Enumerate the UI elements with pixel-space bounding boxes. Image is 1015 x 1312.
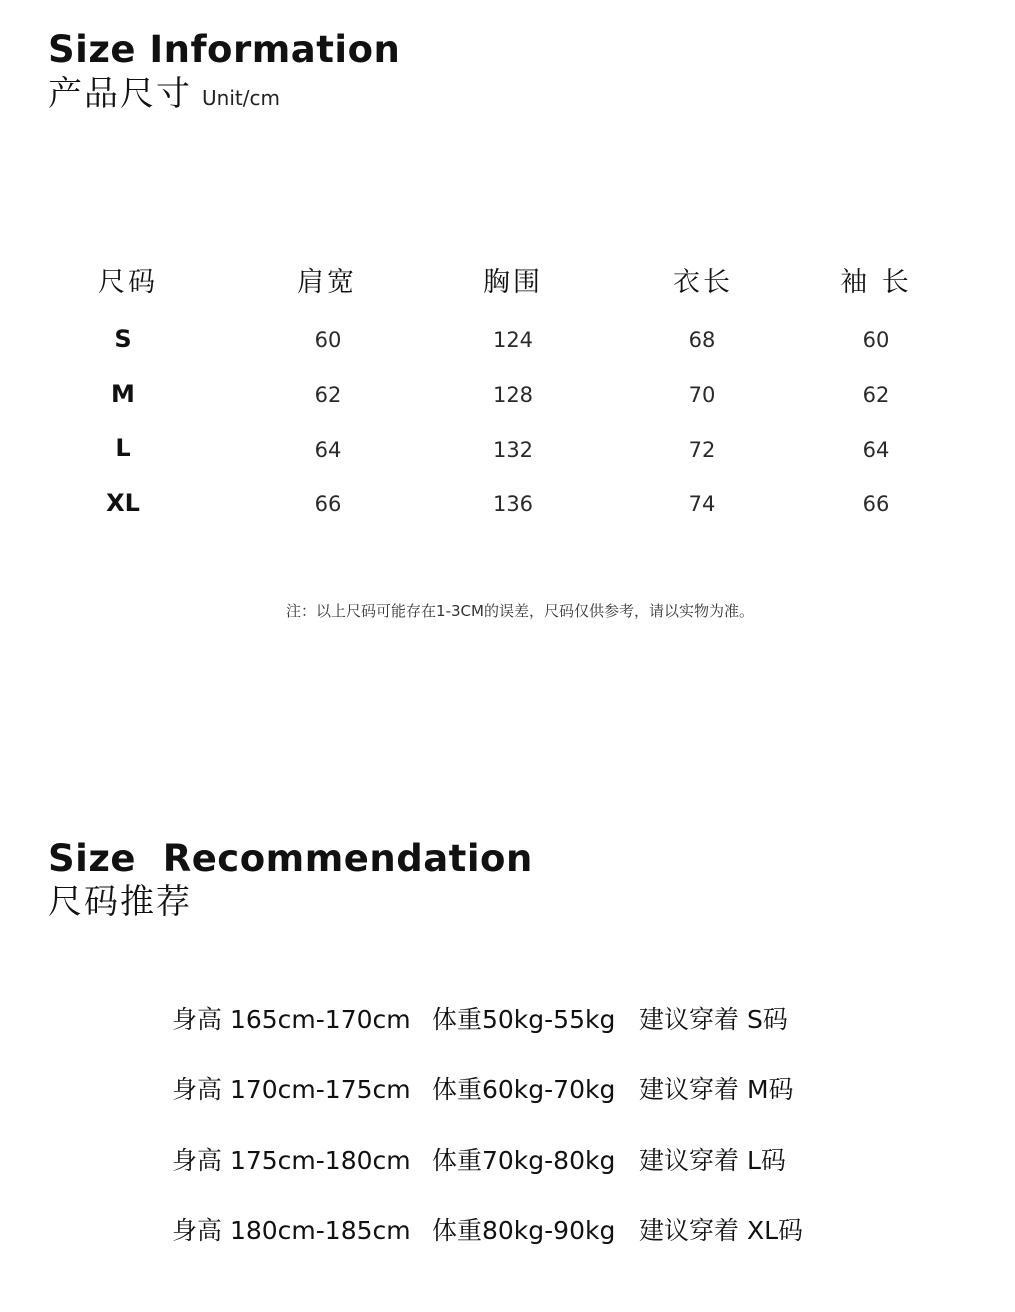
table-cell-length: 74 <box>688 492 716 516</box>
table-cell-length: 70 <box>688 383 716 407</box>
header-sleeve: 袖 长 <box>840 267 912 298</box>
size-advice: 建议穿着 XL码 <box>639 1216 804 1245</box>
height-range: 身高 180cm-185cm <box>172 1216 411 1245</box>
table-cell-chest: 128 <box>492 383 534 407</box>
weight-range: 体重70kg-80kg <box>432 1146 616 1175</box>
weight-range: 体重80kg-90kg <box>432 1216 616 1245</box>
height-range: 身高 170cm-175cm <box>172 1075 411 1104</box>
height-range: 身高 175cm-180cm <box>172 1146 411 1175</box>
table-cell-sleeve: 64 <box>862 438 890 462</box>
table-cell-sleeve: 66 <box>862 492 890 516</box>
table-cell-length: 72 <box>688 438 716 462</box>
table-row-size: M <box>111 380 135 408</box>
header-chest: 胸围 <box>483 267 543 298</box>
unit-label: Unit/cm <box>202 86 280 110</box>
list-item <box>172 1007 788 1032</box>
size-recommendation-subtitle: 尺码推荐 <box>48 882 192 922</box>
header-length: 衣长 <box>673 267 733 298</box>
table-cell-shoulder: 62 <box>314 383 342 407</box>
header-size: 尺码 <box>98 267 158 298</box>
height-range: 身高 165cm-170cm <box>172 1005 411 1034</box>
list-item <box>172 1148 786 1173</box>
table-row-size: L <box>115 434 131 462</box>
table-cell-sleeve: 62 <box>862 383 890 407</box>
table-cell-shoulder: 64 <box>314 438 342 462</box>
table-row-size: S <box>114 325 132 353</box>
table-cell-chest: 132 <box>492 438 534 462</box>
weight-range: 体重60kg-70kg <box>432 1075 616 1104</box>
table-cell-chest: 124 <box>492 328 534 352</box>
size-advice: 建议穿着 S码 <box>639 1005 788 1034</box>
weight-range: 体重50kg-55kg <box>432 1005 616 1034</box>
size-advice: 建议穿着 M码 <box>639 1075 794 1104</box>
header-shoulder: 肩宽 <box>297 267 357 298</box>
table-cell-length: 68 <box>688 328 716 352</box>
table-cell-shoulder: 66 <box>314 492 342 516</box>
size-information-title: Size Information <box>48 28 401 71</box>
size-recommendation-title: Size Recommendation <box>48 837 533 880</box>
size-note: 注：以上尺码可能存在1-3CM的误差，尺码仅供参考，请以实物为准。 <box>286 602 754 620</box>
table-cell-chest: 136 <box>492 492 534 516</box>
list-item <box>172 1218 803 1243</box>
table-cell-shoulder: 60 <box>314 328 342 352</box>
table-row-size: XL <box>106 489 140 517</box>
table-cell-sleeve: 60 <box>862 328 890 352</box>
size-information-subtitle <box>48 74 280 114</box>
list-item <box>172 1077 794 1102</box>
subtitle-text: 产品尺寸 <box>48 74 192 114</box>
size-advice: 建议穿着 L码 <box>639 1146 786 1175</box>
